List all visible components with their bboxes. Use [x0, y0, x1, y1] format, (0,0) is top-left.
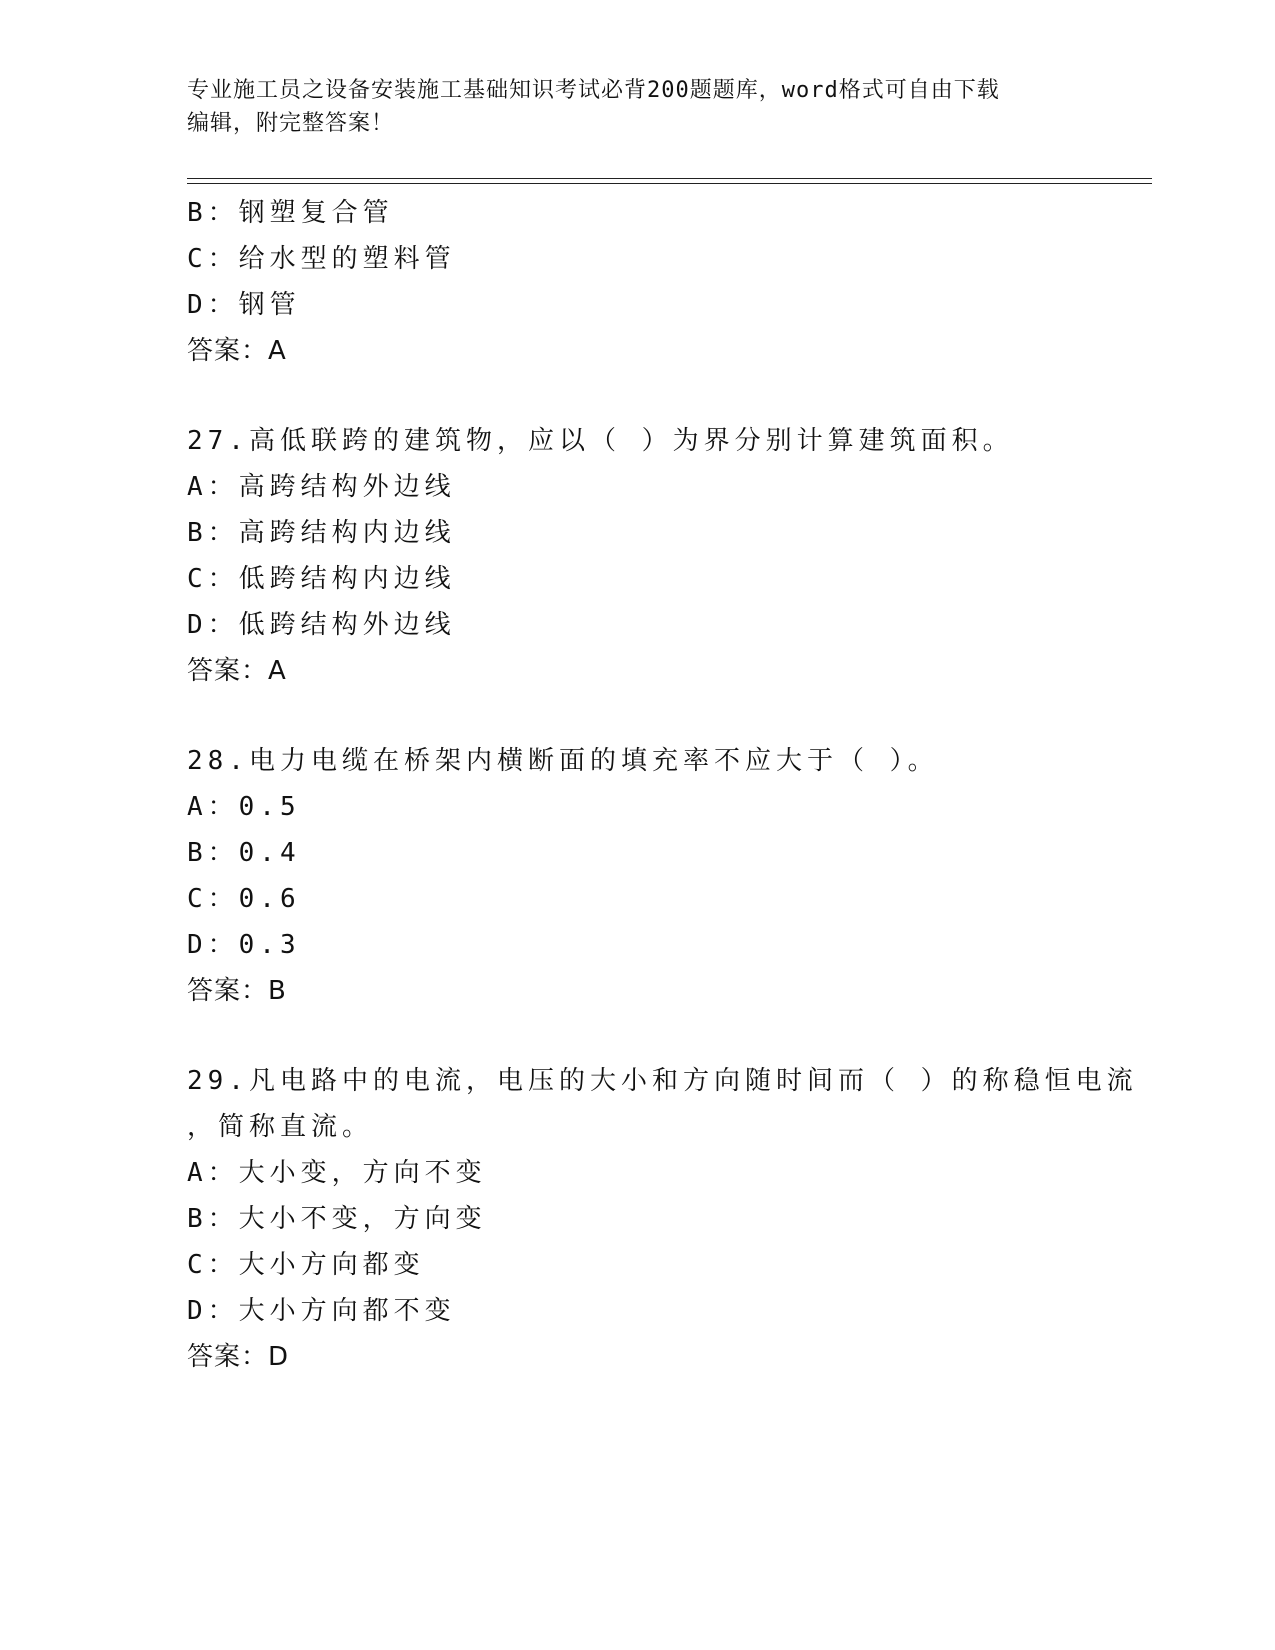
- option-b: B：钢塑复合管: [187, 198, 394, 228]
- question-stem: 28.电力电缆在桥架内横断面的填充率不应大于（ ）。: [187, 746, 939, 776]
- option-a: A：大小变，方向不变: [187, 1158, 487, 1188]
- header-title-line-2: 编辑，附完整答案！: [187, 111, 395, 136]
- answer: 答案：A: [187, 656, 287, 686]
- question-27: [187, 418, 1117, 694]
- question-26-continued: [187, 190, 1117, 374]
- question-29: [187, 1058, 1138, 1380]
- header-divider-bottom: [187, 183, 1152, 184]
- option-c: C：低跨结构内边线: [187, 564, 456, 594]
- question-stem: 27.高低联跨的建筑物，应以（ ）为界分别计算建筑面积。: [187, 426, 1014, 456]
- option-c: C：给水型的塑料管: [187, 244, 456, 274]
- option-b: B：0.4: [187, 838, 301, 868]
- option-a: A：0.5: [187, 792, 301, 822]
- question-list: [187, 190, 1138, 1380]
- option-d: D：大小方向都不变: [187, 1296, 456, 1326]
- option-d: D：钢管: [187, 290, 301, 320]
- option-c: C：大小方向都变: [187, 1250, 425, 1280]
- option-c: C：0.6: [187, 884, 301, 914]
- header-divider-top: [187, 178, 1152, 179]
- answer: 答案：A: [187, 336, 287, 366]
- option-b: B：大小不变，方向变: [187, 1204, 487, 1234]
- question-stem-line-2: ，简称直流。: [187, 1112, 374, 1142]
- answer: 答案：D: [187, 1342, 290, 1372]
- question-28: [187, 738, 1117, 1014]
- option-a: A：高跨结构外边线: [187, 472, 456, 502]
- question-stem-line-1: 29.凡电路中的电流，电压的大小和方向随时间而（ ）的称稳恒电流: [187, 1066, 1138, 1096]
- answer: 答案：B: [187, 976, 287, 1006]
- option-d: D：低跨结构外边线: [187, 610, 456, 640]
- header-title-line-1: 专业施工员之设备安装施工基础知识考试必背200题题库，word格式可自由下载: [187, 78, 1000, 103]
- option-d: D：0.3: [187, 930, 301, 960]
- document-header: [187, 74, 1087, 140]
- option-b: B：高跨结构内边线: [187, 518, 456, 548]
